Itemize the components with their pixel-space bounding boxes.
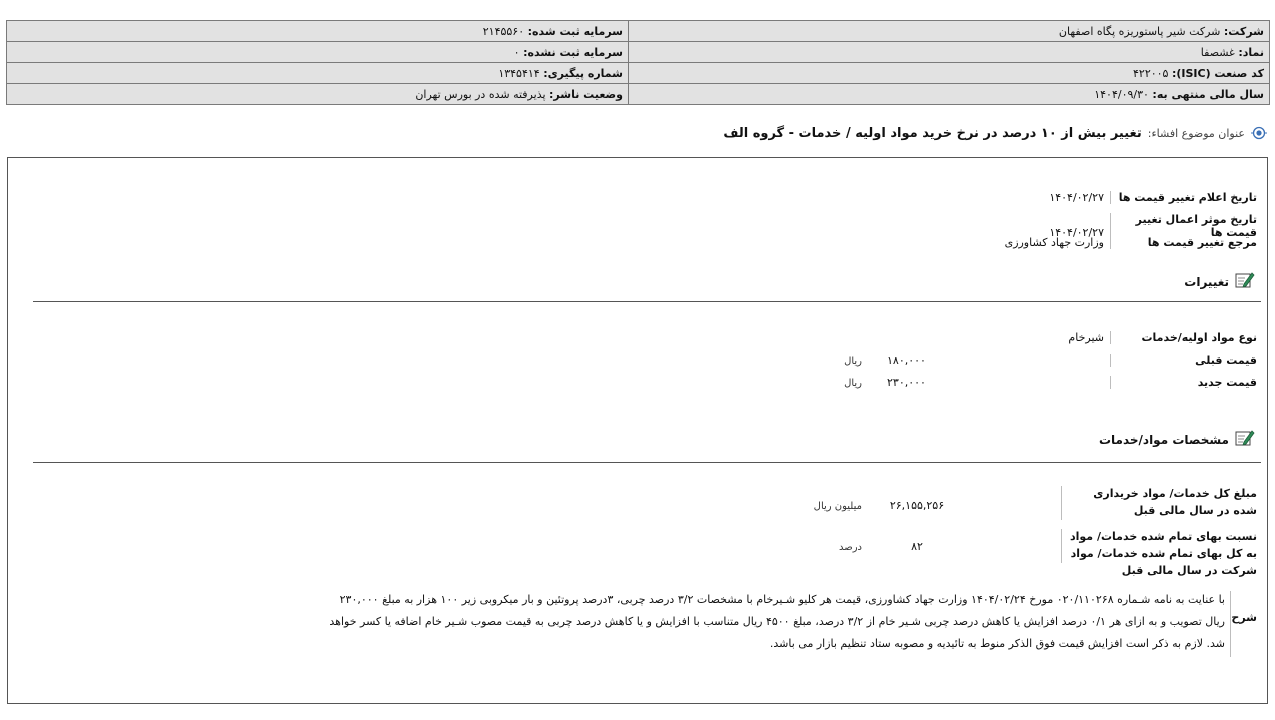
previous-price-value: ۱۸۰,۰۰۰ [887, 354, 926, 367]
previous-price-row [1110, 354, 1257, 367]
description-text [75, 589, 1225, 655]
disclosure-subject [723, 125, 1267, 141]
description-separator [1230, 591, 1231, 657]
announce-date-row [1049, 191, 1257, 204]
total-purchase-separator [1061, 486, 1062, 520]
changes-section-title: تغییرات [1184, 274, 1229, 289]
price-reference-label: مرجع تغییر قیمت ها [1110, 236, 1257, 249]
materials-section-title: مشخصات مواد/خدمات [1098, 432, 1229, 447]
capital-registered-cell: سرمایه ثبت شده: ۲۱۴۵۵۶۰ [7, 21, 629, 42]
changes-divider [33, 301, 1261, 302]
materials-section-heading [1099, 429, 1255, 450]
isic-cell: کد صنعت (ISIC): ۴۲۲۰۰۵ [629, 63, 1270, 84]
company-cell: شرکت: شرکت شیر پاستوریزه پگاه اصفهان [629, 21, 1270, 42]
description-line: شد. لازم به ذکر است افزایش قیمت فوق الذکر منوط به تائیدیه و مصوبه ستاد تنظیم بازار می باشد. [769, 637, 1225, 650]
description-line: با عنایت به نامه شـماره ۰۲۰/۱۱۰۲۶۸ مورخ ۱۴۰۴/۰۲/۲۴ وزارت جهاد کشاورزی، قیمت هر کلیو شـیرخام با مشخصات ۳/۲ درصد چربی، ۳درصد پروتئین و بار میکروبی زیر ۱۰۰ هزار به مبلغ ۲۳۰,۰۰۰ [339, 593, 1225, 606]
material-type-value: شیرخام [1068, 331, 1104, 344]
previous-price-label: قیمت قبلی [1110, 354, 1257, 367]
announce-date-value: ۱۴۰۴/۰۲/۲۷ [1049, 191, 1104, 204]
new-price-unit: ریال [844, 378, 862, 389]
price-reference-row [1005, 236, 1257, 249]
effective-date-value: ۱۴۰۴/۰۲/۲۷ [1049, 226, 1104, 239]
disclosure-content [7, 157, 1268, 704]
edit-note-icon [1235, 429, 1255, 450]
effective-date-label: تاریخ موثر اعمال تغییر قیمت ها [1110, 213, 1257, 239]
target-bullet-icon [1251, 125, 1267, 141]
announce-date-label: تاریخ اعلام تغییر قیمت ها [1110, 191, 1257, 204]
material-type-label: نوع مواد اولیه/خدمات [1110, 331, 1257, 344]
capital-unregistered-cell: سرمایه ثبت نشده: ۰ [7, 42, 629, 63]
subject-prefix: عنوان موضوع افشاء: [1147, 126, 1245, 140]
materials-divider [33, 462, 1261, 463]
cost-ratio-unit: درصد [838, 542, 862, 553]
new-price-value: ۲۳۰,۰۰۰ [887, 376, 926, 389]
edit-note-icon [1235, 271, 1255, 292]
new-price-row [1110, 376, 1257, 389]
description-label: شرح [1231, 611, 1257, 624]
previous-price-unit: ریال [844, 356, 862, 367]
tracking-cell: شماره پیگیری: ۱۳۴۵۴۱۴ [7, 63, 629, 84]
subject-title: تغییر بیش از ۱۰ درصد در نرخ خرید مواد اولیه / خدمات - گروه الف [723, 125, 1142, 141]
total-purchase-value: ۲۶,۱۵۵,۲۵۶ [889, 499, 945, 512]
price-reference-value: وزارت جهاد کشاورزی [1004, 236, 1104, 249]
cost-ratio-separator [1061, 529, 1062, 563]
description-line: ریال تصویب و به ازای هر ۰/۱ درصد افزایش یا کاهش درصد چربی شـیر خام از ۳/۲ درصد، مبلغ ۴۵۰۰ ریال متناسب با افزایش و یا کاهش درصد چربی به قیمت مصوب شـیر خام اضافه یا کسر خواهد [329, 615, 1225, 628]
publisher-status-cell: وضعیت ناشر: پذیرفته شده در بورس تهران [7, 84, 629, 105]
total-purchase-unit: میلیون ریال [813, 501, 862, 512]
fiscal-year-cell: سال مالی منتهی به: ۱۴۰۴/۰۹/۳۰ [629, 84, 1270, 105]
changes-section-heading [1184, 271, 1255, 292]
material-type-row [1068, 331, 1257, 344]
company-header-table [6, 20, 1270, 105]
new-price-label: قیمت جدید [1110, 376, 1257, 389]
total-purchase-label: مبلغ کل خدمات/ مواد خریداری شده در سال مالی قبل [1093, 487, 1257, 517]
cost-ratio-value: ۸۲ [911, 540, 923, 553]
cost-ratio-label: نسبت بهای تمام شده خدمات/ مواد به کل بهای تمام شده خدمات/ مواد شرکت در سال مالی قبل [1070, 530, 1257, 577]
symbol-cell: نماد: غشصفا [629, 42, 1270, 63]
